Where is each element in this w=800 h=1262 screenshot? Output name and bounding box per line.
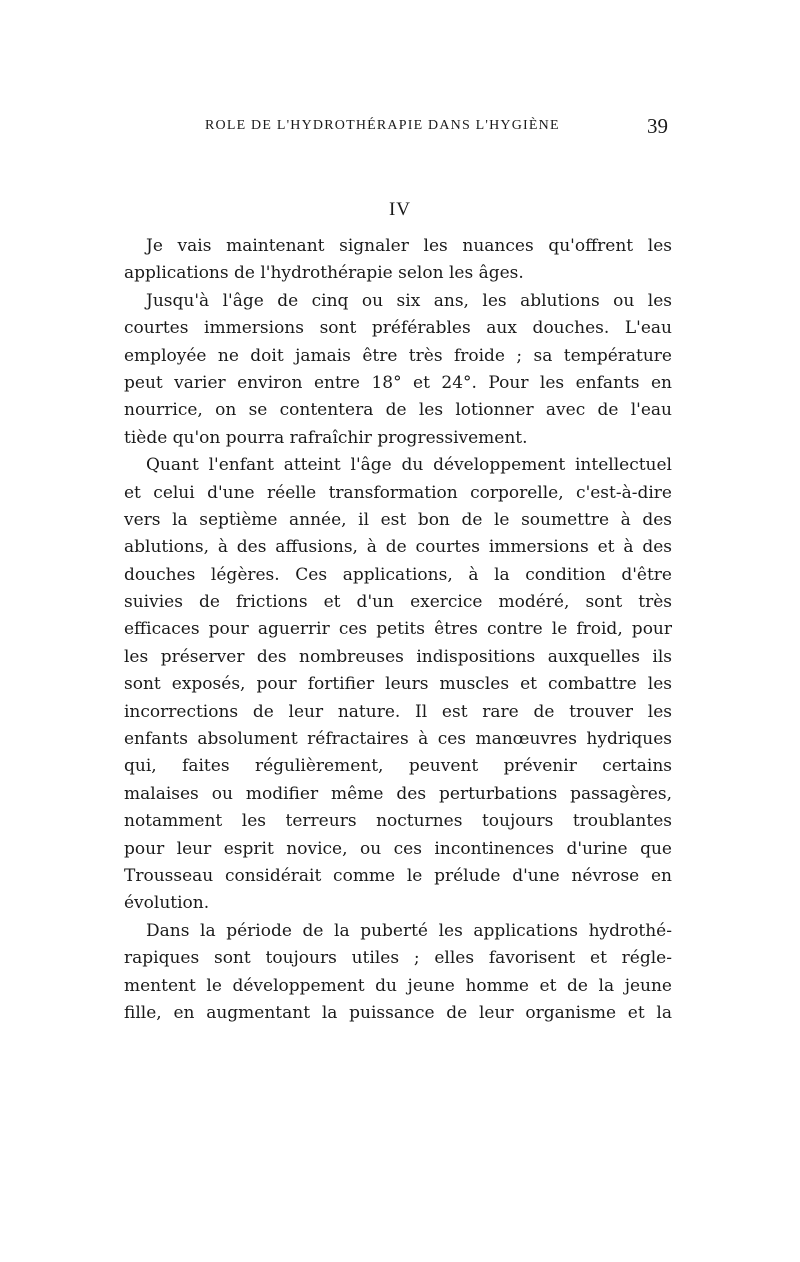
paragraph bbox=[124, 918, 672, 1028]
text-line: malaises ou modifier même des perturbations passagères, bbox=[124, 783, 672, 804]
text-line: employée ne doit jamais être très froide ; sa température bbox=[124, 345, 672, 366]
text-line: et celui d'une réelle transformation corporelle, c'est-à-dire bbox=[124, 482, 672, 503]
text-line: évolution. bbox=[124, 893, 210, 914]
text-line: Trousseau considérait comme le prélude d'une névrose en bbox=[124, 865, 672, 886]
running-title: ROLE DE L'HYDROTHÉRAPIE DANS L'HYGIÈNE bbox=[205, 118, 560, 133]
text-line: enfants absolument réfractaires à ces manœuvres hydriques bbox=[124, 729, 672, 750]
text-line: Je vais maintenant signaler les nuances qu'offrent les bbox=[146, 236, 672, 256]
paragraph bbox=[124, 452, 672, 918]
text-line: incorrections de leur nature. Il est rare de trouver les bbox=[124, 701, 672, 722]
section-heading: IV bbox=[388, 199, 412, 220]
text-line: pour leur esprit novice, ou ces incontinences d'urine que bbox=[124, 838, 672, 859]
text-line: suivies de frictions et d'un exercice modéré, sont très bbox=[124, 592, 672, 613]
text-line: mentent le développement du jeune homme et de la jeune bbox=[124, 975, 672, 996]
text-line: douches légères. Ces applications, à la condition d'être bbox=[124, 564, 672, 585]
text-line: rapiques sont toujours utiles ; elles favorisent et régle- bbox=[124, 948, 672, 969]
text-line: qui, faites régulièrement, peuvent prévenir certains bbox=[124, 756, 672, 777]
text-line: tiède qu'on pourra rafraîchir progressivement. bbox=[124, 427, 528, 448]
running-head bbox=[0, 114, 800, 138]
text-line: vers la septième année, il est bon de le soumettre à des bbox=[124, 509, 672, 530]
paragraph bbox=[124, 288, 672, 452]
body-text bbox=[124, 233, 672, 1027]
text-line: peut varier environ entre 18° et 24°. Pour les enfants en bbox=[124, 372, 672, 393]
page-number: 39 bbox=[647, 114, 668, 138]
text-line: sont exposés, pour fortifier leurs muscles et combattre les bbox=[124, 674, 672, 695]
text-line: Dans la période de la puberté les applications hydrothé- bbox=[146, 920, 672, 941]
text-line: ablutions, à des affusions, à de courtes immersions et à des bbox=[124, 537, 672, 558]
text-line: applications de l'hydrothérapie selon les âges. bbox=[124, 263, 524, 284]
text-line: courtes immersions sont préférables aux douches. L'eau bbox=[124, 318, 672, 339]
text-line: fille, en augmentant la puissance de leur organisme et la bbox=[124, 1002, 672, 1023]
text-line: Jusqu'à l'âge de cinq ou six ans, les ablutions ou les bbox=[146, 290, 672, 311]
text-line: Quant l'enfant atteint l'âge du développement intellectuel bbox=[146, 455, 672, 476]
text-line: notamment les terreurs nocturnes toujours troublantes bbox=[124, 811, 672, 832]
text-line: nourrice, on se contentera de les lotionner avec de l'eau bbox=[124, 400, 672, 421]
paragraph bbox=[124, 233, 672, 288]
text-line: les préserver des nombreuses indispositions auxquelles ils bbox=[124, 646, 672, 667]
text-line: efficaces pour aguerrir ces petits êtres contre le froid, pour bbox=[124, 619, 672, 640]
